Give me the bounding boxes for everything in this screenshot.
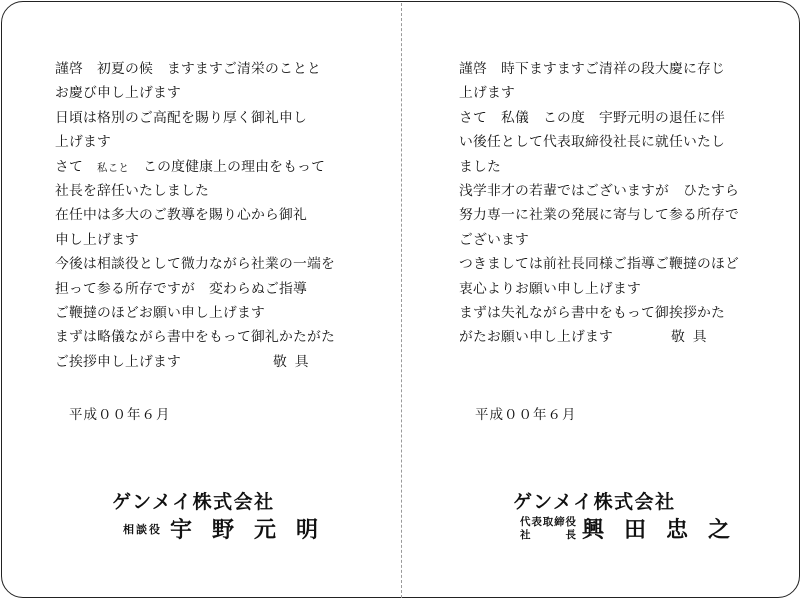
text-segment: さて xyxy=(55,158,97,175)
text-line: 浅学非才の若輩ではございますが ひたすら xyxy=(459,182,739,199)
text-line: ご鞭撻のほどお願い申し上げます xyxy=(55,304,265,321)
right-signature xyxy=(520,513,750,544)
left-date: 平成００年６月 xyxy=(69,407,171,423)
text-line: 上げます xyxy=(55,134,111,151)
text-line: 謹啓 初夏の候 ますますご清栄のことと xyxy=(55,61,321,77)
text-segment: ご挨拶申し上げます xyxy=(55,353,181,370)
text-line: 上げます xyxy=(459,85,515,102)
title-char: 長 xyxy=(565,528,576,541)
text-line: ございます xyxy=(459,231,529,248)
title-char: 社 xyxy=(520,528,531,541)
text-line: 担って参る所存ですが 変わらぬご指導 xyxy=(55,280,307,297)
closing-keigu: 敬具 xyxy=(272,353,317,370)
text-line xyxy=(459,325,739,349)
right-signer-name: 興田忠之 xyxy=(582,518,751,543)
left-signer-name: 宇野元明 xyxy=(170,518,339,543)
text-line: 努力専一に社業の発展に寄与して参る所存で xyxy=(459,207,739,224)
text-line: 今後は相談役として微力ながら社業の一端を xyxy=(55,256,335,273)
text-line: 日頃は格別のご高配を賜り厚く御礼申し xyxy=(55,109,307,126)
text-segment: がたお願い申し上げます xyxy=(459,329,613,346)
text-line: さて 私儀 この度 宇野元明の退任に伴 xyxy=(459,109,725,126)
left-signer-title: 相談役 xyxy=(123,522,162,536)
text-line: ました xyxy=(459,158,501,175)
text-line: まずは失礼ながら書中をもって御挨拶かた xyxy=(459,304,725,321)
right-signer-title xyxy=(520,516,576,542)
text-line: 社長を辞任いたしました xyxy=(55,182,209,199)
text-line: 謹啓 時下ますますご清祥の段大慶に存じ xyxy=(459,61,725,77)
text-segment: この度健康上の理由をもって xyxy=(129,158,326,175)
title-char: 代 xyxy=(520,515,531,528)
left-company-name: ゲンメイ株式会社 xyxy=(112,491,275,513)
title-char: 表 xyxy=(531,515,542,528)
title-char: 役 xyxy=(565,515,576,528)
left-panel xyxy=(55,0,355,600)
left-signature xyxy=(123,513,338,544)
title-row-bottom xyxy=(520,529,576,542)
right-company-name: ゲンメイ株式会社 xyxy=(513,491,676,513)
text-line: 衷心よりお願い申し上げます xyxy=(459,280,641,297)
text-line: まずは略儀ながら書中をもって御礼かたがた xyxy=(55,329,335,346)
text-line xyxy=(55,350,335,374)
text-line: 在任中は多大のご教導を賜り心から御礼 xyxy=(55,207,307,224)
text-segment-small: 私こと xyxy=(97,161,130,174)
text-line: お慶び申し上げます xyxy=(55,85,181,102)
text-line: つきましては前社長同様ご指導ご鞭撻のほど xyxy=(459,256,739,273)
right-date: 平成００年６月 xyxy=(475,407,577,423)
text-line: い後任として代表取締役社長に就任いたし xyxy=(459,134,725,151)
title-char: 取 xyxy=(542,515,554,528)
fold-line xyxy=(401,3,402,598)
right-panel xyxy=(459,0,759,600)
title-row-top xyxy=(520,516,576,529)
text-line: 申し上げます xyxy=(55,231,139,248)
title-char: 締 xyxy=(554,515,565,528)
right-letter-body xyxy=(459,57,739,350)
closing-keigu: 敬具 xyxy=(670,329,715,346)
text-line xyxy=(55,155,335,179)
left-letter-body xyxy=(55,57,335,374)
